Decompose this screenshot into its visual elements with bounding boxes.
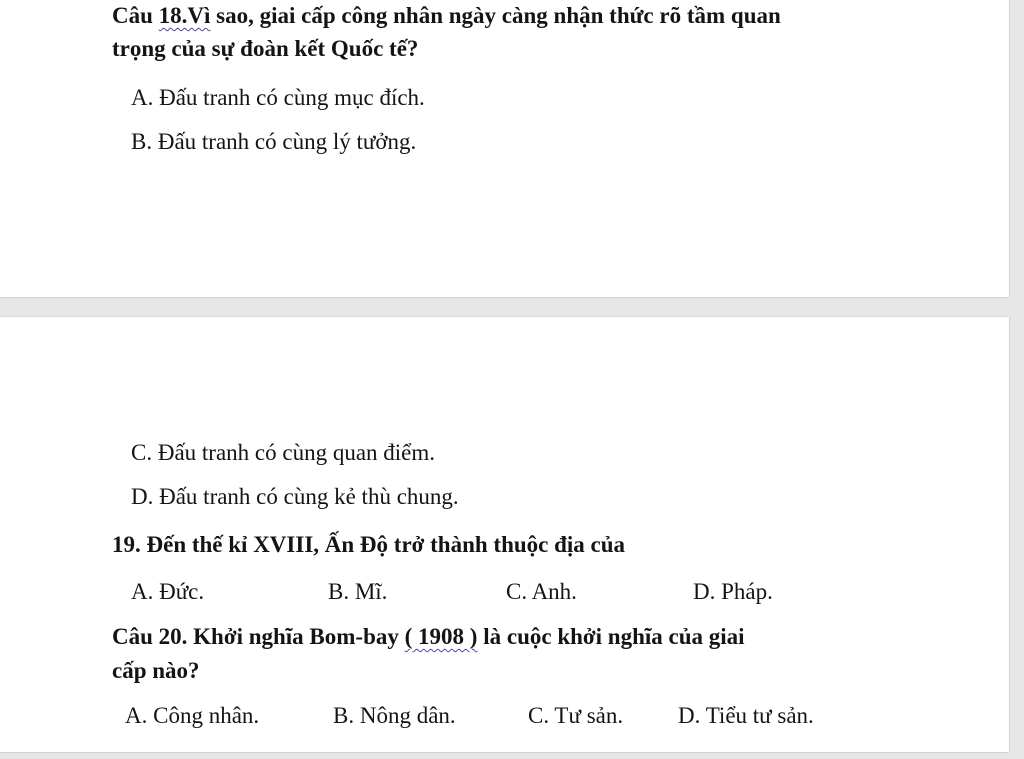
question-20-option-a: A. Công nhân. bbox=[125, 703, 260, 728]
question-20-option-d: D. Tiểu tư sản. bbox=[678, 703, 814, 728]
question-19-option-c: C. Anh. bbox=[506, 579, 577, 604]
question-19-option-d: D. Pháp. bbox=[693, 579, 773, 604]
question-20-title-rest: là cuộc khởi nghĩa của giai bbox=[477, 624, 745, 649]
question-18-option-d: D. Đấu tranh có cùng kẻ thù chung. bbox=[131, 484, 459, 509]
question-18-option-c: C. Đấu tranh có cùng quan điểm. bbox=[131, 440, 436, 465]
document-page-1[interactable] bbox=[0, 0, 1009, 297]
question-18-prefix: Câu bbox=[112, 3, 159, 28]
question-18-option-b: B. Đấu tranh có cùng lý tưởng. bbox=[131, 129, 417, 154]
question-18-title-rest: sao, giai cấp công nhân ngày càng nhận thức rõ tầm quan bbox=[210, 3, 781, 28]
question-20-title-line-1 bbox=[112, 624, 745, 650]
question-19-option-a: A. Đức. bbox=[131, 579, 205, 604]
question-18-number-spellcheck: 18.Vì bbox=[158, 3, 211, 28]
question-18-option-a: A. Đấu tranh có cùng mục đích. bbox=[131, 85, 425, 110]
question-18-title-line-2: trọng của sự đoàn kết Quốc tế? bbox=[112, 36, 419, 61]
question-20-option-c: C. Tư sản. bbox=[528, 703, 624, 728]
question-18-title-line-1 bbox=[112, 3, 781, 29]
document-page-2[interactable] bbox=[0, 317, 1009, 752]
question-20-year-spellcheck: ( 1908 ) bbox=[404, 624, 478, 649]
question-19-option-b: B. Mĩ. bbox=[328, 579, 388, 604]
question-20-title-line-2: cấp nào? bbox=[112, 658, 200, 683]
question-20-option-b: B. Nông dân. bbox=[333, 703, 456, 728]
question-19-title: 19. Đến thế kỉ XVIII, Ấn Độ trở thành thuộc địa của bbox=[112, 532, 626, 557]
question-20-prefix: Câu 20. Khởi nghĩa Bom-bay bbox=[112, 624, 405, 649]
